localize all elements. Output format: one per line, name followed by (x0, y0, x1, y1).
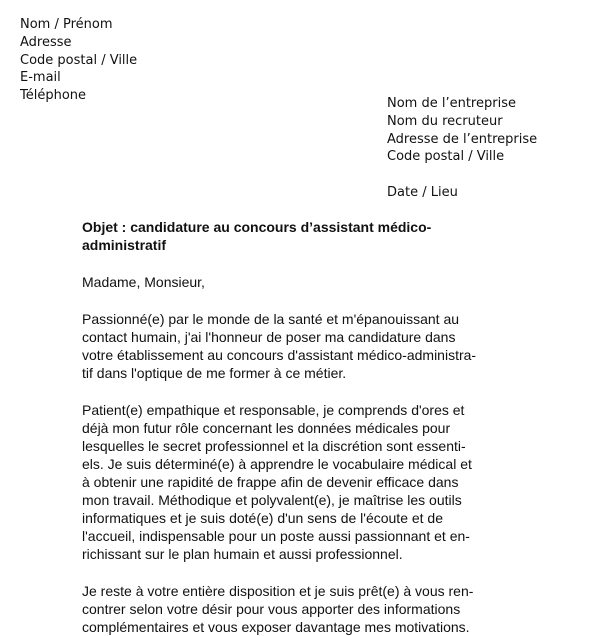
recipient-address: Adresse de l’entreprise (387, 131, 538, 147)
paragraph-line: votre établissement au concours d'assistant médico-administra- (82, 347, 477, 363)
recipient-block (387, 95, 537, 202)
paragraph-line: mon travail. Méthodique et polyvalent(e), je maîtrise les outils (82, 492, 462, 508)
date-place: Date / Lieu (387, 185, 458, 201)
sender-phone: Téléphone (20, 88, 87, 104)
paragraph-line: Patient(e) empathique et responsable, je comprends d'ores et (82, 402, 465, 418)
salutation (82, 273, 512, 291)
paragraph-2 (82, 401, 512, 563)
recipient-company: Nom de l’entreprise (387, 96, 516, 111)
paragraph-line: informatiques et je suis doté(e) d'un sens de l'écoute et de (82, 510, 444, 526)
sender-address: Adresse (20, 34, 72, 50)
paragraph-line: l'accueil, indispensable pour un poste aussi passionnant et en- (82, 528, 470, 544)
paragraph-line: contact humain, j'ai l'honneur de poser ma candidature dans (82, 329, 456, 345)
paragraph-line: Passionné(e) par le monde de la santé et m'épanouissant au (82, 311, 460, 327)
subject-line: administratif (82, 237, 167, 253)
sender-postal-city: Code postal / Ville (20, 52, 138, 68)
salutation-text: Madame, Monsieur, (82, 274, 205, 290)
paragraph-line: déjà mon futur rôle concernant les données médicales pour (82, 420, 451, 436)
sender-name: Nom / Prénom (20, 17, 113, 32)
paragraph-line: els. Je suis déterminé(e) à apprendre le vocabulaire médical et (82, 456, 472, 472)
recipient-recruiter: Nom du recruteur (387, 113, 503, 129)
letter-subject (82, 218, 512, 254)
paragraph-line: à obtenir une rapidité de frappe afin de devenir efficace dans (82, 474, 459, 490)
paragraph-line: complémentaires et vous exposer davantage mes motivations. (82, 619, 470, 635)
paragraph-line: Je reste à votre entière disposition et je suis prêt(e) à vous ren- (82, 583, 474, 599)
paragraph-1 (82, 310, 512, 382)
sender-block (20, 16, 137, 105)
paragraph-3 (82, 582, 512, 636)
sender-email: E-mail (20, 70, 61, 86)
paragraph-line: lesquelles le secret professionnel et la discrétion sont essenti- (82, 438, 466, 454)
paragraph-line: tif dans l'optique de me former à ce métier. (82, 365, 347, 381)
spacer (387, 166, 537, 184)
paragraph-line: contrer selon votre désir pour vous apporter des informations (82, 601, 461, 617)
subject-line: Objet : candidature au concours d’assistant médico- (82, 219, 432, 235)
recipient-postal-city: Code postal / Ville (387, 149, 505, 165)
letter-body (82, 218, 512, 636)
paragraph-line: richissant sur le plan humain et aussi professionnel. (82, 546, 403, 562)
